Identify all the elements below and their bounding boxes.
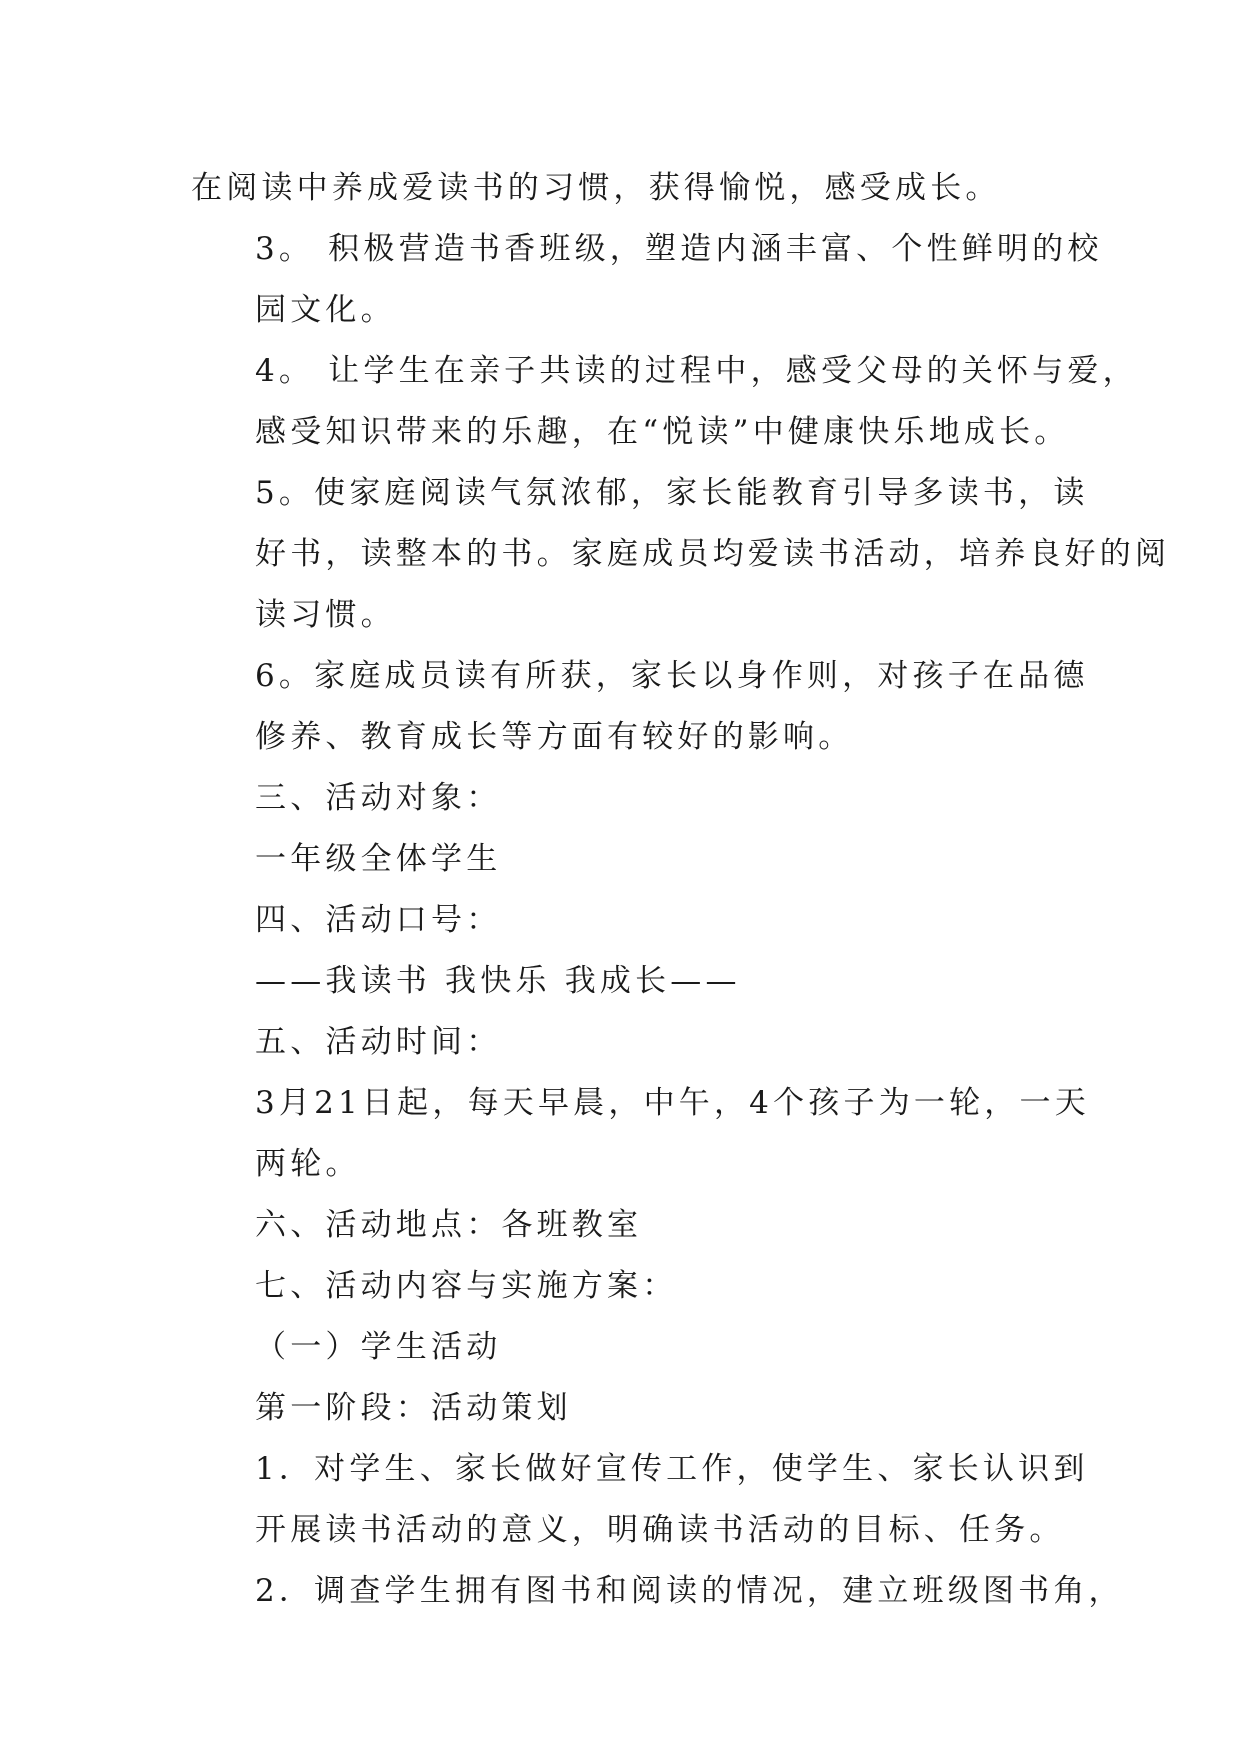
paragraph-line: 第一阶段：活动策划 [255, 1390, 572, 1426]
paragraph-line: 6。家庭成员读有所获，家长以身作则，对孩子在品德 [255, 658, 1089, 694]
paragraph [191, 829, 1051, 890]
paragraph-line: 2．调查学生拥有图书和阅读的情况，建立班级图书角， [255, 1573, 1124, 1609]
paragraph [191, 219, 1103, 341]
paragraph-line: 3。 积极营造书香班级，塑造内涵丰富、个性鲜明的校 [255, 231, 1103, 267]
paragraph-line: 1．对学生、家长做好宣传工作，使学生、家长认识到 [255, 1451, 1089, 1487]
paragraph [191, 890, 1051, 951]
paragraph-line: 修养、教育成长等方面有较好的影响。 [255, 719, 854, 755]
paragraph-line: 5。使家庭阅读气氛浓郁，家长能教育引导多读书，读 [255, 475, 1089, 511]
paragraph-line: 读习惯。 [255, 597, 396, 633]
paragraph-line: 五、活动时间： [255, 1024, 502, 1060]
paragraph-line: ——我读书 我快乐 我成长—— [255, 963, 741, 999]
paragraph [191, 1561, 1124, 1622]
paragraph [191, 463, 1171, 646]
paragraph [191, 158, 1051, 219]
paragraph-line: 在阅读中养成爱读书的习惯，获得愉悦，感受成长。 [191, 170, 1001, 206]
paragraph [191, 341, 1138, 463]
paragraph-line: （一）学生活动 [255, 1329, 502, 1365]
paragraph-line: 感受知识带来的乐趣，在“悦读”中健康快乐地成长。 [255, 414, 1070, 450]
paragraph [191, 768, 1051, 829]
paragraph [191, 1012, 1051, 1073]
paragraph-line: 三、活动对象： [255, 780, 502, 816]
paragraph [191, 646, 1089, 768]
paragraph [191, 1317, 1051, 1378]
paragraph [191, 1195, 1051, 1256]
paragraph-line: 园文化。 [255, 292, 396, 328]
paragraph-line: 4。 让学生在亲子共读的过程中，感受父母的关怀与爱， [255, 353, 1138, 389]
paragraph [191, 1073, 1090, 1195]
paragraph [191, 1378, 1051, 1439]
paragraph [191, 951, 1051, 1012]
paragraph-line: 好书，读整本的书。家庭成员均爱读书活动，培养良好的阅 [255, 536, 1171, 572]
paragraph-line: 开展读书活动的意义，明确读书活动的目标、任务。 [255, 1512, 1065, 1548]
paragraph-line: 两轮。 [255, 1146, 361, 1182]
paragraph-line: 七、活动内容与实施方案： [255, 1268, 678, 1304]
paragraph-line: 3月21日起，每天早晨，中午，4个孩子为一轮，一天 [255, 1085, 1090, 1121]
document-body [191, 158, 1171, 1622]
paragraph [191, 1439, 1089, 1561]
paragraph-line: 一年级全体学生 [255, 841, 502, 877]
paragraph-line: 四、活动口号： [255, 902, 502, 938]
paragraph [191, 1256, 1051, 1317]
paragraph-line: 六、活动地点：各班教室 [255, 1207, 643, 1243]
